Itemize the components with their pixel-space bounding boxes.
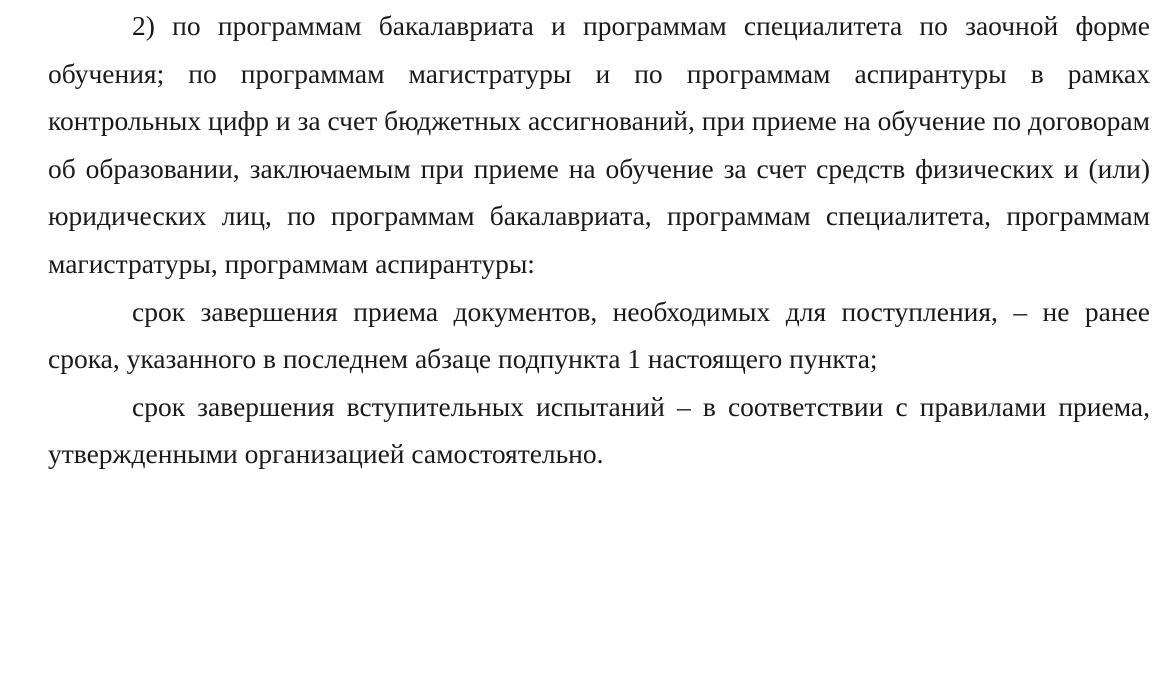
paragraph-documents-deadline: срок завершения приема документов, необходимых для поступления, – не ранее срока, указанного в последнем абзаце подпункта 1 настоящего пункта; <box>48 295 1150 375</box>
document-page <box>48 2 1150 478</box>
paragraph-item-2-intro: 2) по программам бакалавриата и программам специалитета по заочной форме обучения; по программам магистратуры и по программам аспирантуры в рамках контрольных цифр и за счет бюджетных ассигнований, при приеме на обучение по договорам об образовании, заключаемым при приеме на обучение за счет средств физических и (или) юридических лиц, по программам бакалавриата, программам специалитета, программам магистратуры, программам аспирантуры: <box>48 10 1150 279</box>
paragraph-exams-deadline: срок завершения вступительных испытаний – в соответствии с правилами приема, утвержденными организацией самостоятельно. <box>48 390 1150 470</box>
